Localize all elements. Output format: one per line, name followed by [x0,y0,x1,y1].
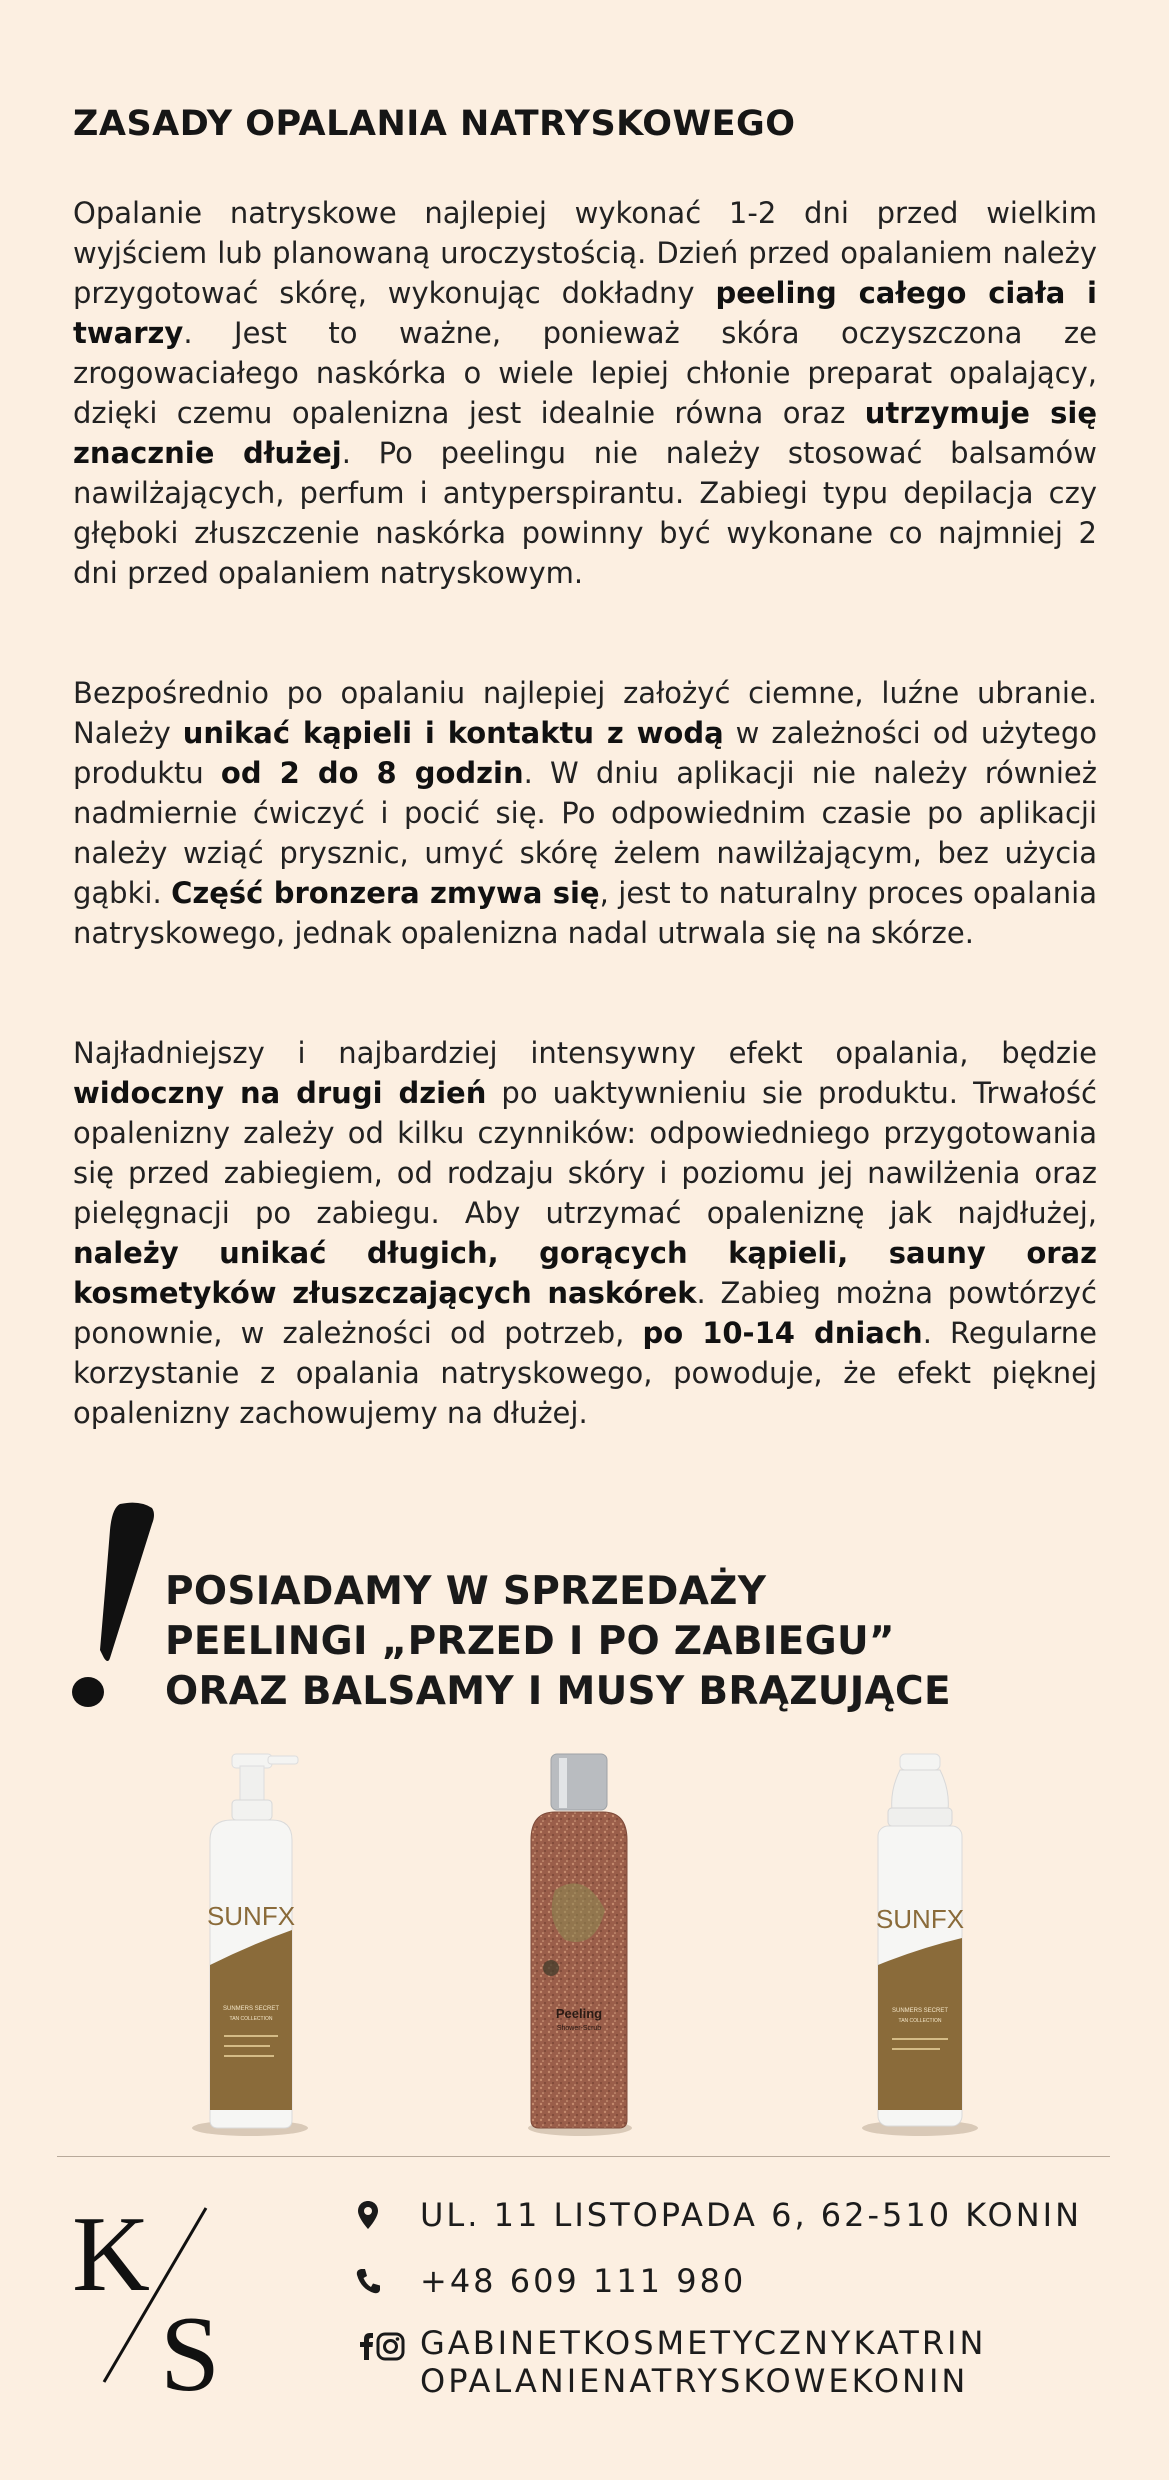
product-1-brand: SUNFX [206,1901,296,1931]
emphasis-text: utrzymuje się znacznie dłużej [73,396,1098,470]
paragraph-preparation [73,193,1097,593]
body-text: . Zabieg można powtórzyć ponownie, w zależności od potrzeb, [73,1276,1097,1350]
social-icons [350,2328,410,2364]
emphasis-text: Część bronzera zmywa się [171,876,600,910]
social-handle-facebook[interactable]: GABINETKOSMETYCZNYKATRIN [420,2324,987,2362]
promo-heading [165,1567,951,1717]
paragraph-effect-duration [73,1033,1097,1433]
products-row [0,1750,1169,2140]
contact-address [350,2196,1082,2234]
footer-divider [57,2156,1110,2157]
body-text: w zależności od użytego produktu [73,716,1098,790]
body-text: , jest to naturalny proces opalania natryskowego, jednak opalenizna nadal utrwala się na skórze. [73,876,1097,950]
logo-letter-s: S [160,2295,221,2398]
body-text: Opalanie natryskowe najlepiej wykonać 1-2 dni przed wielkim wyjściem lub planowaną uroczystością. Dzień przed opalaniem należy przygotować skórę, wykonując dokładny [73,196,1097,310]
promo-line-2: PEELINGI „PRZED I PO ZABIEGU” [165,1619,895,1664]
exclamation-icon [60,1500,160,1710]
social-handles[interactable] [420,2324,986,2400]
product-1-label: SUNMERS SECRET [222,2006,280,2012]
promo-line-1: POSIADAMY W SPRZEDAŻY [165,1569,767,1614]
emphasis-text: od 2 do 8 godzin [220,756,524,790]
body-text: . Po peelingu nie należy stosować balsamów nawilżających, perfum i antyperspirantu. Zabiegi typu depilacja czy głęboki złuszczenie naskórka powinny być wykonane co najmniej 2 dni przed opalaniem natryskowym. [73,436,1097,590]
contact-social[interactable] [350,2324,986,2400]
emphasis-text: po 10-14 dniach [642,1316,923,1350]
emphasis-text: widoczny na drugi dzień [73,1076,487,1110]
contact-phone[interactable] [350,2262,746,2300]
product-lotion-bottle [180,1750,320,2140]
emphasis-text: peeling całego ciała i twarzy [73,276,1097,350]
body-text: . W dniu aplikacji nie należy również nadmiernie ćwiczyć i pocić się. Po odpowiednim czasie po aplikacji należy wziąć prysznic, umyć skórę żelem nawilżającym, bez użycia gąbki. [73,756,1097,910]
product-mousse-bottle [850,1750,990,2140]
product-2-name: Peeling [555,2006,603,2021]
product-3-label: SUNMERS SECRET [891,2008,949,2014]
body-text: . Regularne korzystanie z opalania natryskowego, powoduje, że efekt pięknej opalenizny zachowujemy na dłużej. [73,1316,1097,1430]
product-2-sub: Shower-Scrub [556,2025,602,2032]
location-pin-icon [350,2197,386,2233]
promo-line-3: ORAZ BALSAMY I MUSY BRĄZUJĄCE [165,1669,951,1714]
emphasis-text: unikać kąpieli i kontaktu z wodą [182,716,724,750]
paragraph-after-tanning [73,673,1097,953]
address-text: UL. 11 LISTOPADA 6, 62-510 KONIN [420,2196,1083,2234]
product-peeling-bottle [515,1750,645,2140]
phone-icon [350,2263,386,2299]
logo-letter-k: K [72,2198,150,2314]
page-title: ZASADY OPALANIA NATRYSKOWEGO [73,104,796,144]
product-3-sub: TAN COLLECTION [898,2018,942,2024]
ks-logo [68,2198,248,2398]
emphasis-text: należy unikać długich, gorących kąpieli, sauny oraz kosmetyków złuszczających naskórek [73,1236,1097,1310]
social-handle-instagram[interactable]: OPALANIENATRYSKOWEKONIN [420,2362,969,2400]
body-text: po uaktywnieniu sie produktu. Trwałość opalenizny zależy od kilku czynników: odpowiedniego przygotowania się przed zabiegiem, od rodzaju skóry i poziomu jej nawilżenia oraz pielęgnacji po zabiegu. Aby utrzymać opaleniznę jak najdłużej, [73,1076,1097,1230]
product-1-sub: TAN COLLECTION [229,2016,273,2022]
facebook-instagram-icon [354,2331,406,2361]
phone-text[interactable]: +48 609 111 980 [420,2262,747,2300]
product-3-brand: SUNFX [875,1904,965,1934]
body-text: Bezpośrednio po opalaniu najlepiej założyć ciemne, luźne ubranie. Należy [73,676,1097,750]
body-text: Najładniejszy i najbardziej intensywny efekt opalania, będzie [73,1036,1097,1070]
body-text: . Jest to ważne, ponieważ skóra oczyszczona ze zrogowaciałego naskórka o wiele lepiej chłonie preparat opalający, dzięki czemu opalenizna jest idealnie równa oraz [73,316,1097,430]
